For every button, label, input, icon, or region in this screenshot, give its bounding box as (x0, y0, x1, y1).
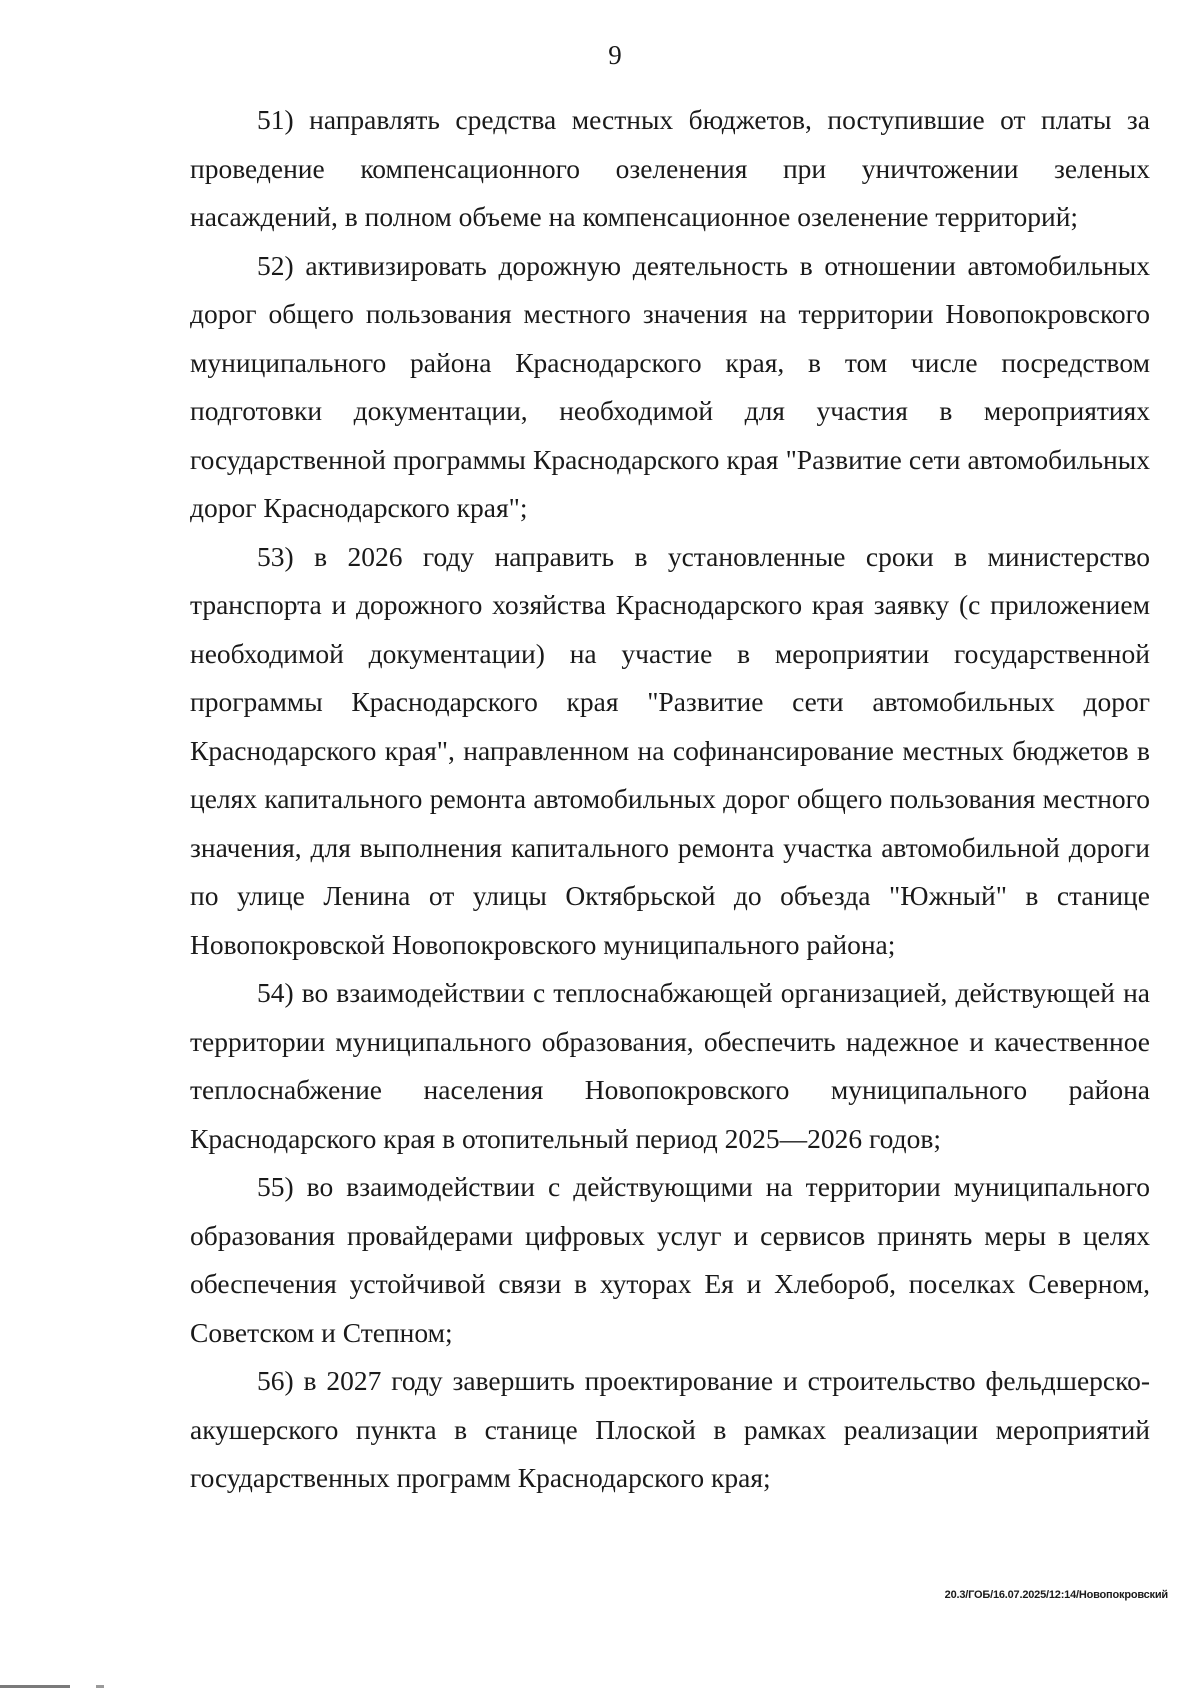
scan-edge-mark (0, 1685, 70, 1688)
scan-edge-mark-small (96, 1685, 104, 1688)
page-number: 9 (608, 40, 622, 70)
paragraph-52: 52) активизировать дорожную деятельность в отношении автомобильных дорог общего пользования местного значения на территории Новопокровского муниципального района Краснодарского края, в том числе посредством подготовки документации, необходимой для участия в мероприятиях государственной программы Краснодарского края "Развитие сети автомобильных дорог Краснодарского края"; (190, 249, 1150, 523)
document-body (190, 96, 1150, 1503)
registration-stamp: 20.3/ГОБ/16.07.2025/12:14/Новопокровский (944, 1589, 1168, 1601)
paragraph-55: 55) во взаимодействии с действующими на территории муниципального образования провайдерами цифровых услуг и сервисов принять меры в целях обеспечения устойчивой связи в хуторах Ея и Хлебороб, поселках Северном, Советском и Степном; (190, 1171, 1150, 1348)
paragraph-54: 54) во взаимодействии с теплоснабжающей организацией, действующей на территории муниципального образования, обеспечить надежное и качественное теплоснабжение населения Новопокровского муниципального района Краснодарского края в отопительный период 2025—2026 годов; (190, 977, 1150, 1154)
paragraph-51: 51) направлять средства местных бюджетов, поступившие от платы за проведение компенсационного озеленения при уничтожении зеленых насаждений, в полном объеме на компенсационное озеленение территорий; (190, 104, 1150, 232)
paragraph-53: 53) в 2026 году направить в установленные сроки в министерство транспорта и дорожного хозяйства Краснодарского края заявку (с приложением необходимой документации) на участие в мероприятии государственной программы Краснодарского края "Развитие сети автомобильных дорог Краснодарского края", направленном на софинансирование местных бюджетов в целях капитального ремонта автомобильных дорог общего пользования местного значения, для выполнения капитального ремонта участка автомобильной дороги по улице Ленина от улицы Октябрьской до объезда "Южный" в станице Новопокровской Новопокровского муниципального района; (190, 540, 1150, 960)
paragraph-56: 56) в 2027 году завершить проектирование и строительство фельдшерско-акушерского пункта в станице Плоской в рамках реализации мероприятий государственных программ Краснодарского края; (190, 1365, 1150, 1493)
